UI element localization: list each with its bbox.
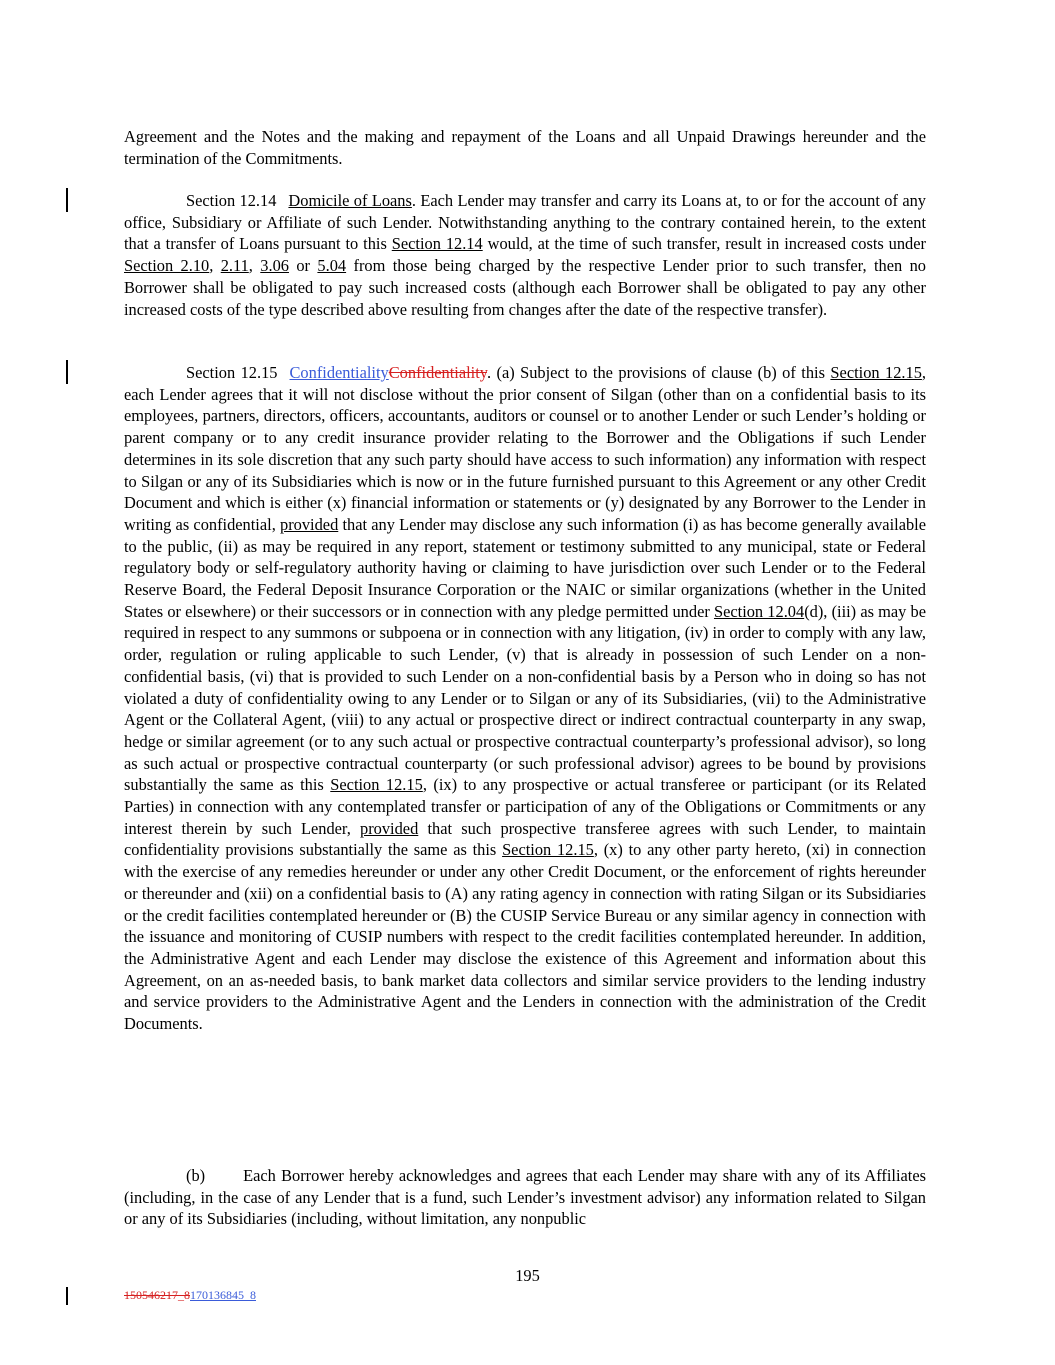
- paragraph-continuation: [124, 126, 926, 169]
- inserted-heading: Confidentiality: [289, 363, 389, 382]
- deleted-doc-id: 150546217_8: [124, 1288, 190, 1302]
- section-number: Section 12.15: [186, 363, 278, 382]
- cross-reference: 5.04: [317, 256, 347, 276]
- change-bar-section-12-14: [66, 188, 68, 212]
- section-heading: Domicile of Loans: [288, 191, 412, 210]
- paragraph-text: Agreement and the Notes and the making and repayment of the Loans and all Unpaid Drawings hereunder and the termination of the Commitments.: [124, 127, 926, 168]
- cross-reference: 3.06: [260, 256, 289, 276]
- cross-reference: Section 12.15: [502, 840, 594, 860]
- provided-term: provided: [280, 514, 339, 534]
- page-number: 195: [515, 1266, 540, 1285]
- section-number: Section 12.14: [186, 191, 277, 210]
- cross-reference: Section 12.04: [713, 601, 805, 621]
- cross-reference: Section 12.14: [391, 234, 483, 254]
- cross-reference: Section 12.15: [330, 775, 423, 795]
- clause-b: [124, 1165, 926, 1230]
- inserted-doc-id: 170136845_8: [190, 1288, 256, 1302]
- provided-term: provided: [360, 818, 419, 838]
- change-bar-section-12-15: [66, 360, 68, 384]
- cross-reference: Section 2.10: [124, 256, 210, 276]
- clause-text: Each Borrower hereby acknowledges and agrees that each Lender may share with any of its Affiliates (including, in the case of any Lender that is a fund, such Lender’s investment advisor) any information related to Silgan or any of its Subsidiaries (including, without limitation, any nonpublic: [124, 1166, 926, 1229]
- change-bar-footer: [66, 1287, 68, 1305]
- cross-reference: 2.11: [220, 256, 249, 276]
- cross-reference: Section 12.15: [830, 363, 922, 382]
- section-12-15: Section 12.15 ConfidentialityConfidentiality. (a) Subject to the provisions of clause (b) of this Section 12.15, each Lender agrees that it will not disclose without the prior consent of Silgan (other than on a confidential basis to its employees, partners, directors, officers, accountants, auditors or counsel or to another Lender or such Lender’s holding or parent company or to any credit insurance provider relating to the Borrower and the Obligations if such Lender determines in its sole discretion that any such party should have access to such information) any information with respect to Silgan or any of its Subsidiaries which is now or in the future furnished pursuant to this Agreement or any other Credit Document and which is either (x) financial information or statements or (y) designated by any Borrower to the Lender in writing as confidential, provided that any Lender may disclose any such information (i) as has become generally available to the public, (ii) as may be required in any report, statement or testimony submitted to any municipal, state or Federal regulatory body or self-regulatory authority having or claiming to have jurisdiction over such Lender or to the Federal Reserve Board, the Federal Deposit Insurance Corporation or the NAIC or similar organizations (whether in the United States or elsewhere) or their successors or in connection with any pledge permitted under Section 12.04(d), (iii) as may be required in respect to any summons or subpoena or in connection with any litigation, (iv) in order to comply with any law, order, regulation or ruling applicable to such Lender, (v) that is already in possession of such Lender on a non-confidential basis, (vi) that is provided to such Lender on a non-confidential basis by a Person who in doing so has not violated a duty of confidentiality owing to any Lender or to Silgan or any of its Subsidiaries, (vii) to the Administrative Agent or the Collateral Agent, (viii) to any actual or prospective direct or indirect contractual counterparty in any swap, hedge or similar agreement (or to any such actual or prospective contractual counterparty’s professional advisor), so long as such actual or prospective contractual counterparty (or such professional advisor) agrees to be bound by provisions substantially the same as this Section 12.15, (ix) to any prospective or actual transferee or participant (or its Related Parties) in connection with any contemplated transfer or participation of any of the Obligations or Commitments or any interest therein by such Lender, provided that such prospective transferee agrees with such Lender, to maintain confidentiality provisions substantially the same as this Section 12.15, (x) to any other party hereto, (xi) in connection with the exercise of any remedies hereunder or under any other Credit Document, or the enforcement of rights hereunder or thereunder and (xii) on a confidential basis to (A) any rating agency in connection with rating Silgan or its Subsidiaries or the credit facilities contemplated hereunder or (B) the CUSIP Service Bureau or any similar agency in connection with the issuance and monitoring of CUSIP numbers with respect to the credit facilities contemplated hereunder. In addition, the Administrative Agent and each Lender may disclose the existence of this Agreement and information about this Agreement, on an as-needed basis, to bank market data collectors and similar service providers to the lending industry and service providers to the Administrative Agent and the Lenders in connection with the administration of the Credit Documents.: [124, 363, 927, 1034]
- clause-label: (b): [186, 1166, 206, 1185]
- deleted-heading: Confidentiality: [388, 363, 487, 382]
- document-id: [124, 1288, 256, 1303]
- section-12-14: Section 12.14 Domicile of Loans. Each Lender may transfer and carry its Loans at, to or for the account of any office, Subsidiary or Affiliate of such Lender. Notwithstanding anything to the contrary contained herein, to the extent that a transfer of Loans pursuant to this Section 12.14 would, at the time of such transfer, result in increased costs under Section 2.10, 2.11, 3.06 or 5.04 from those being charged by the respective Lender prior to such transfer, then no Borrower shall be obligated to pay such increased costs (although each Borrower shall be obligated to pay any other increased costs of the type described above resulting from changes after the date of the respective transfer).: [124, 191, 927, 319]
